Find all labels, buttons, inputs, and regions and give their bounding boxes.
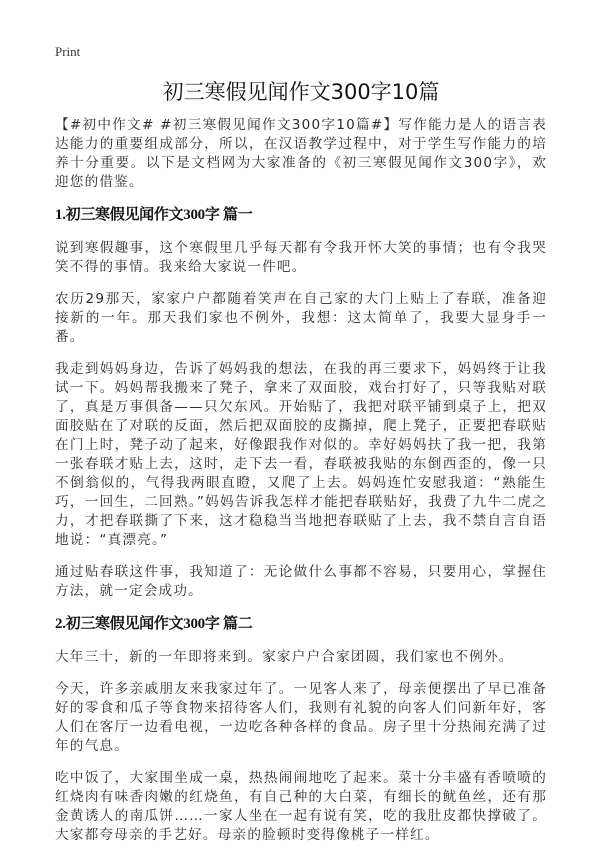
page-title: 初三寒假见闻作文300字10篇 <box>162 80 440 104</box>
section-heading: 2.初三寒假见闻作文300字 篇二 <box>55 616 253 632</box>
print-link[interactable]: Print <box>55 44 81 59</box>
document-body <box>55 78 547 858</box>
paragraph: 通过贴春联这件事，我知道了：无论做什么事都不容易，只要用心，掌握住方法，就一定会成功。 <box>55 564 547 599</box>
paragraph: 大年三十，新的一年即将来到。家家户户合家团圆，我们家也不例外。 <box>55 649 514 665</box>
paragraph: 说到寒假趣事，这个寒假里几乎每天都有令我开怀大笑的事情；也有令我哭笑不得的事情。我来给大家说一件吧。 <box>55 240 547 275</box>
intro-paragraph: 【#初中作文# #初三寒假见闻作文300字10篇#】写作能力是人的语言表达能力的重要组成部分，所以，在汉语教学过程中，对于学生写作能力的培养十分重要。以下是文档网为大家准备的《初三寒假见闻作文300字》，欢迎您的借鉴。 <box>55 117 547 190</box>
section-heading: 1.初三寒假见闻作文300字 篇一 <box>55 207 253 223</box>
paragraph: 我走到妈妈身边，告诉了妈妈我的想法，在我的再三要求下，妈妈终于让我试一下。妈妈帮我搬来了凳子，拿来了双面胶，戏台打好了，只等我贴对联了，真是万事俱备——只欠东风。开始贴了，我把对联平铺到桌子上，把双面胶贴在了对联的反面，然后把双面胶的皮撕掉，爬上凳子，正要把春联贴在门上时，凳子动了起来，好像跟我作对似的。幸好妈妈扶了我一把，我第一张春联才贴上去，这时，走下去一看，春联被我贴的东倒西歪的，像一只不倒翁似的，气得我两眼直瞪，又爬了上去。妈妈连忙安慰我道：“熟能生巧，一回生，二回熟。”妈妈告诉我怎样才能把春联贴好，我费了九牛二虎之力，才把春联撕了下来，这才稳稳当当地把春联贴了上去，我不禁自言自语地说：“真漂亮。” <box>55 361 547 548</box>
paragraph: 吃中饭了，大家围坐成一桌，热热闹闹地吃了起来。菜十分丰盛有香喷喷的红烧肉有味香肉嫩的红烧鱼，有自己种的大白菜，有细长的鱿鱼丝，还有那金黄诱人的南瓜饼……一家人坐在一起有说有笑，吃的我肚皮都快撑破了。大家都夸母亲的手艺好。母亲的脸顿时变得像桃子一样红。 <box>55 770 547 843</box>
paragraph: 农历29那天，家家户户都随着笑声在自己家的大门上贴上了春联，准备迎接新的一年。那天我们家也不例外，我想：这太简单了，我要大显身手一番。 <box>55 291 547 345</box>
paragraph: 今天，许多亲戚朋友来我家过年了。一见客人来了，母亲便摆出了早已准备好的零食和瓜子等食物来招待客人们，我则有礼貌的向客人们问新年好，客人们在客厅一边看电视，一边吃各种各样的食品。房子里十分热闹充满了过年的气息。 <box>55 681 547 754</box>
